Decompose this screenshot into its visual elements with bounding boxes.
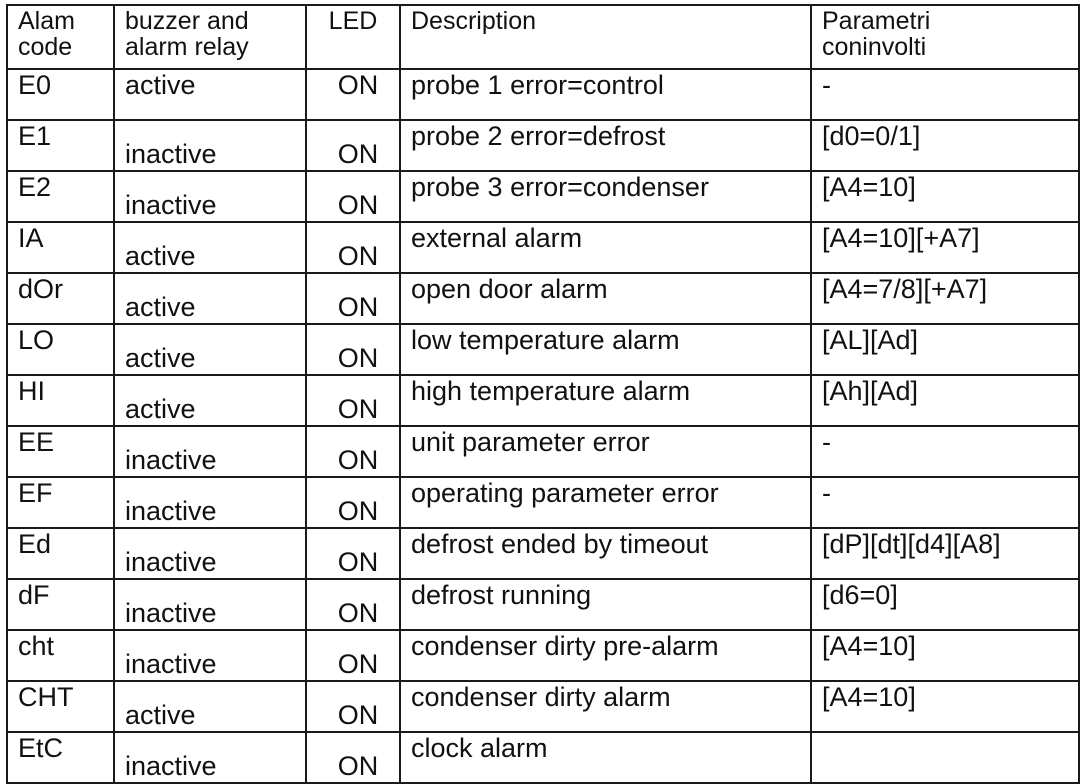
buzzer-status-cell: active [114,273,306,324]
buzzer-status-cell: active [114,324,306,375]
buzzer-status-cell: inactive [114,579,306,630]
table-row [7,324,1079,375]
header-buzzer-relay-line: buzzer and [125,7,249,35]
description-cell: high temperature alarm [400,375,811,426]
parameters-cell [811,732,1079,783]
header-description-label: Description [411,7,537,35]
description-cell: condenser dirty alarm [400,681,811,732]
led-status-cell: ON [306,273,400,324]
table-row [7,630,1079,681]
header-row [7,5,1079,69]
table-row [7,375,1079,426]
parameters-cell: [A4=10] [811,681,1079,732]
led-status-cell: ON [306,630,400,681]
description-cell: probe 1 error=control [400,69,811,120]
parameters-cell: [A4=7/8][+A7] [811,273,1079,324]
parameters-cell: [dP][dt][d4][A8] [811,528,1079,579]
header-led [306,5,400,69]
buzzer-status-cell: inactive [114,120,306,171]
table-row [7,681,1079,732]
led-status-cell: ON [306,69,400,120]
parameters-cell: - [811,426,1079,477]
table-row [7,171,1079,222]
table-row [7,528,1079,579]
led-status-cell: ON [306,324,400,375]
description-cell: low temperature alarm [400,324,811,375]
table-row [7,222,1079,273]
buzzer-status-cell: active [114,375,306,426]
alarm-code-cell: CHT [7,681,114,732]
table-row [7,732,1079,783]
led-status-cell: ON [306,171,400,222]
alarm-code-cell: Ed [7,528,114,579]
buzzer-status-cell: active [114,681,306,732]
parameters-cell: [d0=0/1] [811,120,1079,171]
header-description [400,5,811,69]
description-cell: probe 2 error=defrost [400,120,811,171]
description-cell: clock alarm [400,732,811,783]
buzzer-status-cell: inactive [114,171,306,222]
alarm-code-cell: cht [7,630,114,681]
parameters-cell: [AL][Ad] [811,324,1079,375]
alarm-code-cell: EE [7,426,114,477]
header-alarm-code-line: Alam [18,7,75,35]
alarm-code-cell: E0 [7,69,114,120]
description-cell: condenser dirty pre-alarm [400,630,811,681]
table-row [7,120,1079,171]
header-alarm-code [7,5,114,69]
buzzer-status-cell: inactive [114,426,306,477]
alarm-code-cell: dF [7,579,114,630]
buzzer-status-cell: active [114,222,306,273]
header-led-label: LED [328,7,378,35]
buzzer-status-cell: inactive [114,477,306,528]
header-buzzer-relay-line: alarm relay [125,33,249,61]
led-status-cell: ON [306,375,400,426]
led-status-cell: ON [306,579,400,630]
led-status-cell: ON [306,528,400,579]
description-cell: probe 3 error=condenser [400,171,811,222]
alarm-code-cell: E2 [7,171,114,222]
parameters-cell: - [811,69,1079,120]
buzzer-status-cell: inactive [114,528,306,579]
header-buzzer-relay [114,5,306,69]
description-cell: unit parameter error [400,426,811,477]
led-status-cell: ON [306,732,400,783]
parameters-cell: - [811,477,1079,528]
table-row [7,477,1079,528]
header-parameters-line: coninvolti [822,33,927,61]
table-row [7,69,1079,120]
parameters-cell: [A4=10][+A7] [811,222,1079,273]
alarm-code-cell: IA [7,222,114,273]
description-cell: defrost running [400,579,811,630]
table-row [7,579,1079,630]
header-parameters-line: Parametri [822,7,931,35]
alarm-code-cell: E1 [7,120,114,171]
buzzer-status-cell: active [114,69,306,120]
buzzer-status-cell: inactive [114,732,306,783]
alarm-code-cell: LO [7,324,114,375]
alarm-code-cell: EtC [7,732,114,783]
alarm-rows [7,69,1079,783]
led-status-cell: ON [306,222,400,273]
table-row [7,273,1079,324]
parameters-cell: [A4=10] [811,171,1079,222]
led-status-cell: ON [306,120,400,171]
led-status-cell: ON [306,426,400,477]
alarm-code-cell: EF [7,477,114,528]
led-status-cell: ON [306,477,400,528]
description-cell: operating parameter error [400,477,811,528]
parameters-cell: [d6=0] [811,579,1079,630]
parameters-cell: [Ah][Ad] [811,375,1079,426]
header-alarm-code-line: code [18,33,73,61]
description-cell: open door alarm [400,273,811,324]
table-row [7,426,1079,477]
header-parameters [811,5,1079,69]
alarm-code-table [6,4,1080,784]
description-cell: external alarm [400,222,811,273]
alarm-code-cell: HI [7,375,114,426]
parameters-cell: [A4=10] [811,630,1079,681]
description-cell: defrost ended by timeout [400,528,811,579]
alarm-code-cell: dOr [7,273,114,324]
buzzer-status-cell: inactive [114,630,306,681]
led-status-cell: ON [306,681,400,732]
